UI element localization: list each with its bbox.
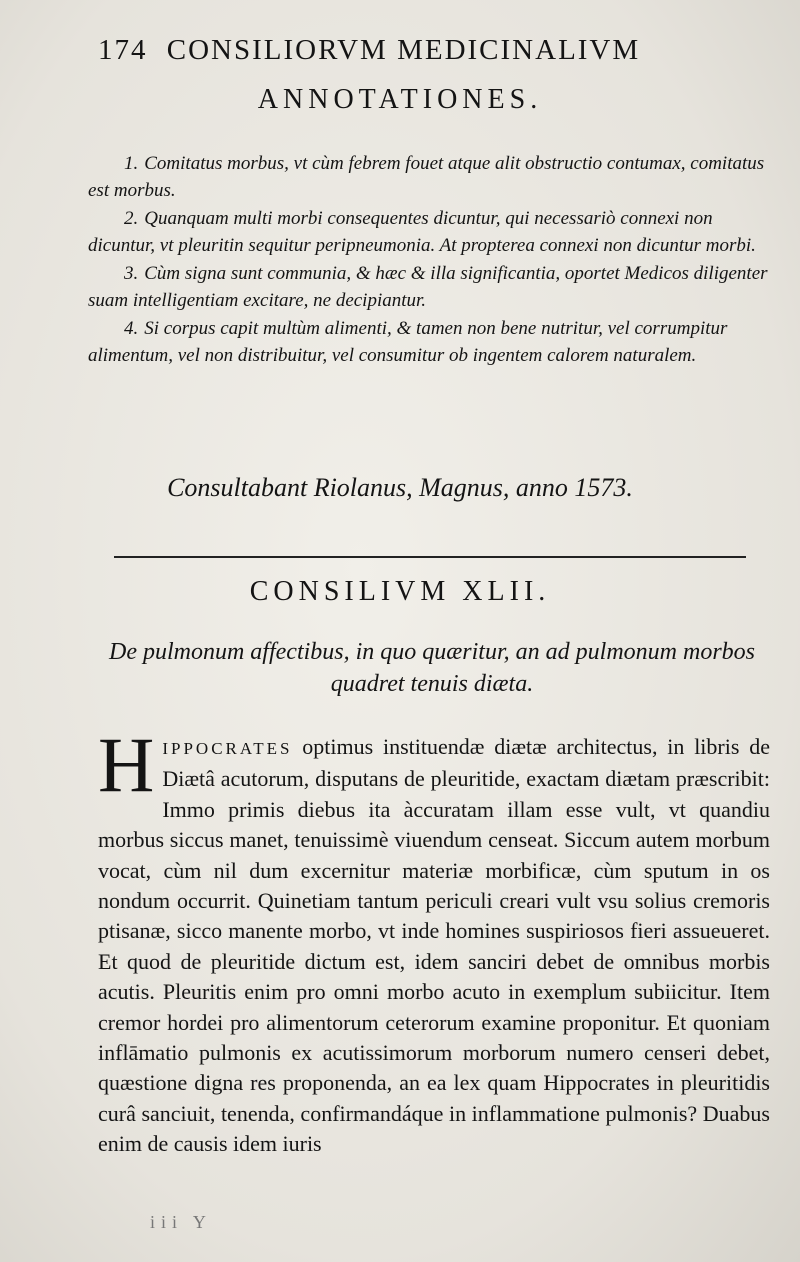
- annotation-text: Quanquam multi morbi consequentes dicuntur, qui necessariò connexi non dicuntur, vt pleuritin sequitur peripneumonia. At propterea connexi non dicuntur morbi.: [88, 208, 756, 256]
- section-heading: ANNOTATIONES.: [257, 84, 543, 115]
- consultation-line: Consultabant Riolanus, Magnus, anno 1573.: [167, 473, 633, 502]
- annotation-item: [88, 150, 768, 204]
- annotation-text: Comitatus morbus, vt cùm febrem fouet atque alit obstructio contumax, comitatus est morbus.: [88, 153, 765, 201]
- lead-word: IPPOCRATES: [162, 739, 293, 758]
- annotation-number: 3.: [124, 263, 139, 284]
- annotation-item: [88, 205, 768, 259]
- annotation-text: Si corpus capit multùm alimenti, & tamen non bene nutritur, vel corrumpitur alimentum, vel non distribuitur, vel consumitur ob ingentem calorem naturalem.: [88, 318, 728, 366]
- consilium-body: [98, 721, 770, 1160]
- section-divider: [114, 556, 746, 558]
- consilium-subtitle: De pulmonum affectibus, in quo quæritur, an ad pulmonum morbos quadret tenuis diæta.: [108, 639, 755, 697]
- running-head: [98, 34, 740, 67]
- annotations-list: [88, 150, 768, 370]
- annotation-item: [88, 315, 768, 369]
- annotation-number: 1.: [124, 153, 139, 174]
- consilium-title: CONSILIVM XLII.: [249, 576, 551, 607]
- annotation-number: 4.: [124, 318, 139, 339]
- body-paragraph: optimus instituendæ diætæ architectus, in libris de Diætâ acutorum, disputans de pleuritide, exactam diætam præscribit: Immo primis diebus ita àccuratam illam esse vult, vt quandiu morbus siccus manet, tenuissimè viuendum censeat. Siccum autem morbum vocat, cùm nil dum excernitur materiæ morbificæ, cùm sputum in os nondum occurrit. Quinetiam tantum periculi creari vult vsu solius cremoris ptisanæ, sicco manente morbo, vt inde homines suspiriosos fieri assueueret. Et quod de pleuritide dictum est, idem sanciri debet de omnibus morbis acutis. Pleuritis enim pro omni morbo acuto in exemplum subiicitur. Item cremor hordei pro alimentorum ceterorum examine proponitur. Et quoniam inflāmatio pulmonis ex acutissimorum morborum numero censeri debet, quæstione digna res proponenda, an ea lex quam Hippocrates in pleuritidis curâ sanciuit, tenenda, confirmandáque in inflammatione pulmonis? Duabus enim de causis idem iuris: [98, 734, 770, 1157]
- annotation-number: 2.: [124, 208, 139, 229]
- running-head-title: CONSILIORVM MEDICINALIVM: [166, 34, 641, 66]
- catchword: iii Y: [150, 1212, 212, 1232]
- annotation-item: [88, 260, 768, 314]
- annotation-text: Cùm signa sunt communia, & hæc & illa significantia, oportet Medicos diligenter suam intelligentiam excitare, ne decipiantur.: [88, 263, 768, 311]
- page-number: 174: [98, 34, 148, 66]
- drop-cap: H: [98, 721, 155, 808]
